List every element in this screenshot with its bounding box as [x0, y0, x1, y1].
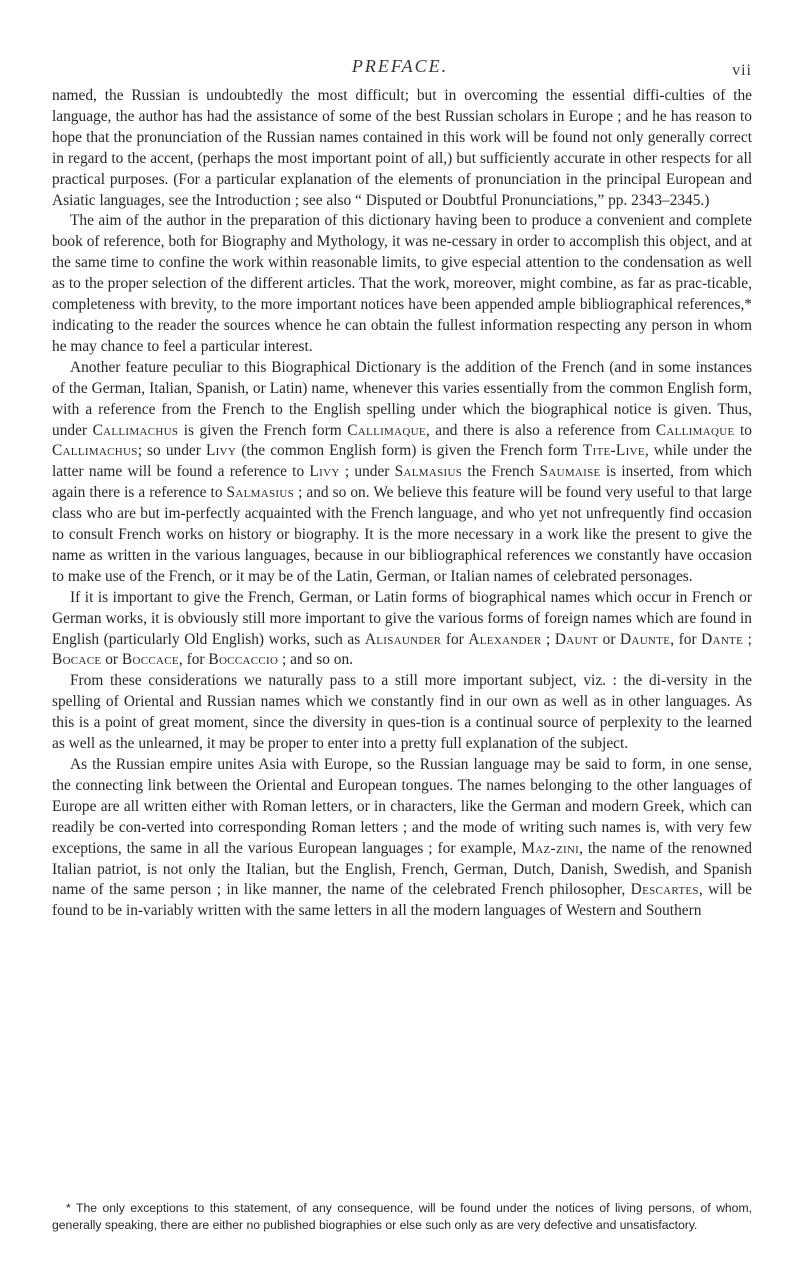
small-caps-name: Boccaccio	[208, 651, 279, 669]
small-caps-name: Boccace	[121, 651, 179, 669]
text-run: the French	[462, 463, 540, 481]
footnote: * The only exceptions to this statement, of any consequence, will be found under the notices of living persons, of whom, generally speaking, there are either no published biographies or else such only as are very defective and unsatisfactory.	[52, 1201, 752, 1232]
text-run: ; under	[339, 463, 395, 481]
small-caps-name: Maz-zini	[521, 839, 580, 857]
paragraph	[52, 86, 752, 211]
small-caps-name: Alexander	[468, 630, 542, 648]
paragraph	[52, 358, 752, 588]
small-caps-name: Callimaque	[347, 421, 426, 439]
page-number: vii	[732, 62, 752, 79]
text-run: , will be found to be in-variably written with the same letters in all the modern languages of Western and Southern	[52, 881, 753, 920]
small-caps-name: Daunte	[620, 630, 671, 648]
small-caps-name: Callimachus	[52, 442, 138, 460]
small-caps-name: Daunt	[554, 630, 599, 648]
text-run: is given the French form	[178, 421, 348, 439]
paragraph	[52, 588, 752, 672]
text-run: ; and so on. We believe this feature will be found very useful to that large class who are but im-perfectly acquainted with the French language, and who yet not unfrequently find occasion to consult French works on history or biography. It is the more necessary in a work like the present to give the name as written in the various languages, because in our bibliographical references we constantly have occasion to make use of the French, or it may be of the Latin, German, or Italian names of celebrated personages.	[52, 484, 752, 585]
small-caps-name: Descartes	[630, 881, 699, 899]
text-run: The aim of the author in the preparation of this dictionary having been to produce a convenient and complete book of reference, both for Biography and Mythology, it was ne-cessary in order to accomplish this object, and at the same time to confine the work within reasonable limits, to give especial attention to the condensation as well as to the proper selection of the different articles. That the work, moreover, might combine, as far as prac-ticable, completeness with brevity, to the more important notices have been appended ample bibliographical references,* indicating to the reader the sources whence he can obtain the fullest information respecting any person in whom he may chance to feel a particular interest.	[52, 212, 752, 355]
paragraph	[52, 671, 752, 755]
small-caps-name: Callimaque	[655, 421, 735, 439]
paragraph	[52, 211, 752, 357]
text-run: , the name of the renowned Italian patriot, is not only the Italian, but the English, French, German, Dutch, Danish, Swedish, and Spanish name of the same person ; in like manner, the name of the celebrated French philosopher,	[52, 839, 753, 899]
body-text	[52, 86, 752, 922]
paragraph	[52, 755, 752, 922]
text-run: , for	[670, 630, 702, 648]
text-run: If it is important to give the French, German, or Latin forms of biographical names which occur in French or German works, it is obviously still more important to give the various forms of foreign names which are found in English (particularly Old English) works, such as	[52, 588, 752, 648]
small-caps-name: Saumaise	[539, 463, 601, 481]
text-run: is inserted, from which again there is a reference to	[52, 463, 752, 502]
text-run: ;	[541, 630, 555, 648]
small-caps-name: Salmasius	[226, 484, 295, 502]
text-run: , while under the latter name will be found a reference to	[52, 442, 752, 481]
text-run: (the common English form) is given the French form	[236, 442, 583, 460]
small-caps-name: Callimachus	[92, 421, 179, 439]
small-caps-name: Dante	[701, 630, 744, 648]
small-caps-name: Salmasius	[394, 463, 463, 481]
running-title: PREFACE.	[351, 56, 449, 76]
text-run: ; so under	[137, 442, 206, 460]
text-run: or	[598, 630, 621, 648]
text-run: Another feature peculiar to this Biographical Dictionary is the addition of the French (and in some instances of the German, Italian, Spanish, or Latin) name, whenever this varies essentially from the common English form, with a reference from the French to the English spelling under which the biographical notice is given. Thus, under	[52, 358, 752, 439]
small-caps-name: Livy	[205, 442, 237, 460]
text-run: for	[441, 630, 469, 648]
text-run: to	[734, 421, 752, 439]
text-run: , for	[178, 651, 209, 669]
text-run: , and there is also a reference from	[425, 421, 656, 439]
text-run: ;	[743, 630, 752, 648]
text-run: ; and so on.	[278, 651, 353, 669]
text-run: or	[101, 651, 122, 669]
small-caps-name: Livy	[309, 463, 340, 481]
text-run: From these considerations we naturally pass to a still more important subject, viz. : the di-versity in the spelling of Oriental and Russian names which we constantly find in our own as well as in other languages. As this is a point of great moment, since the diversity in ques-tion is a continual source of perplexity to the learned as well as the unlearned, it may be proper to enter into a pretty full explanation of the subject.	[52, 672, 752, 753]
text-run: As the Russian empire unites Asia with Europe, so the Russian language may be said to form, in one sense, the connecting link between the Oriental and European tongues. The names belonging to the other languages of Europe are all written either with Roman letters, or in characters, like the German and modern Greek, which can readily be con-verted into corresponding Roman letters ; and the mode of writing such names is, with very few exceptions, the same in all the various European languages ; for example,	[52, 756, 752, 857]
small-caps-name: Alisaunder	[364, 630, 442, 648]
small-caps-name: Bocace	[52, 651, 102, 669]
small-caps-name: Tite-Live	[582, 442, 645, 460]
text-run: named, the Russian is undoubtedly the most difficult; but in overcoming the essential diffi-culties of the language, the author has had the assistance of some of the best Russian scholars in Europe ; and he has reason to hope that the pronunciation of the Russian names contained in this work will be found not only generally correct in regard to the accent, (perhaps the most important point of all,) but sufficiently accurate in other respects for all practical purposes. (For a particular explanation of the elements of pronunciation in the principal European and Asiatic languages, see the Introduction ; see also “ Disputed or Doubtful Pronunciations,” pp. 2343–2345.)	[52, 87, 752, 209]
